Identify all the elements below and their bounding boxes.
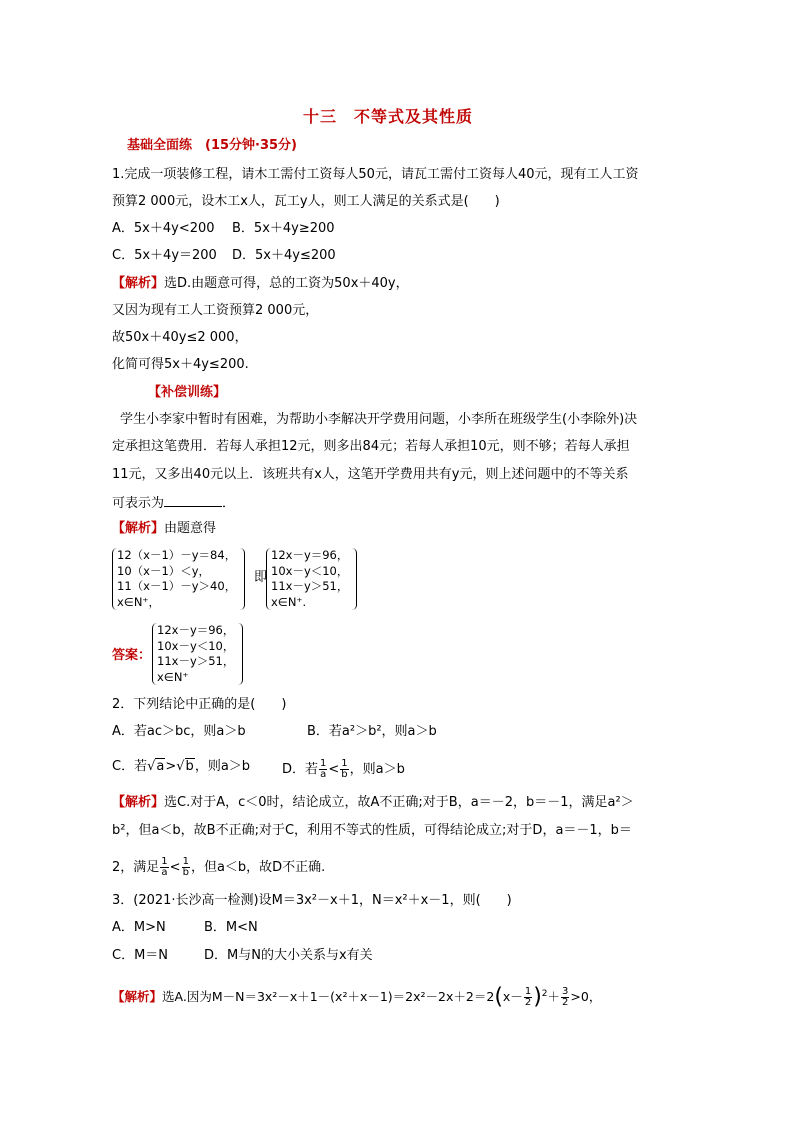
q2-option-d: D．若 $\frac{1}{a}$ < $\frac{1}{b}$ ，则a＞b: [282, 758, 405, 780]
system-row: 10（x－1）＜y，: [117, 563, 211, 578]
system-row: 11x－y＞51，: [157, 654, 235, 668]
fraction: $\frac{1}{a}$: [320, 758, 327, 780]
solution-tag: 【解析】: [112, 521, 165, 536]
q1-solution-line2: 又因为现有工人工资预算2 000元，: [112, 303, 319, 318]
q1-option-a: A．5x＋4y<200: [112, 221, 215, 236]
solution-tag: 【解析】: [112, 989, 163, 1004]
system-row: 10x－y＜10，: [157, 638, 235, 653]
fraction: $\frac{1}{2}$: [524, 986, 532, 1008]
q3-option-a: A．M>N: [112, 920, 166, 935]
q1-stem-line2: 预算2 000元，设木工x人，瓦工y人，则工人满足的关系式是( ): [112, 194, 500, 209]
practice-line1: 学生小李家中暂时有困难，为帮助小李解决开学费用问题，小李所在班级学生(小李除外)决: [120, 412, 638, 427]
solution-tag: 【解析】: [112, 795, 165, 810]
practice-solution-text: 由题意得: [164, 521, 217, 536]
q2-option-b: B．若a²＞b²，则a＞b: [307, 724, 437, 739]
answer-blank: [164, 494, 222, 507]
fraction: $\frac{1}{b}$: [182, 856, 189, 878]
practice-solution-line: [112, 521, 216, 537]
q1-option-c: C．5x＋4y＝200: [112, 248, 217, 263]
q3-solution-line1: 【解析】选A.因为M－N＝3x²－x＋1－(x²＋x－1)＝2x²－2x＋2＝2(x－ $\frac{1}{2}$ )$^2$＋ $\frac{3}{2}$ >0，: [112, 984, 602, 1010]
q2-option-a: A．若ac＞bc，则a＞b: [112, 724, 246, 739]
system-row: x∈N⁺.: [271, 594, 307, 609]
page-title: 十三 不等式及其性质: [303, 107, 474, 126]
q2-stem: 2．下列结论中正确的是( ): [112, 697, 287, 712]
system-row: 12x－y＝96，: [271, 548, 349, 562]
practice-tag: 【补偿训练】: [148, 385, 227, 400]
q1-solution-line3: 故50x＋40y≤2 000，: [112, 330, 248, 345]
practice-line4: [112, 494, 235, 512]
practice-line4-end: ．: [222, 496, 236, 511]
equation-system-answer: [152, 623, 243, 685]
q1-solution-line4: 化简可得5x＋4y≤200.: [112, 357, 249, 372]
q3-option-c: C．M＝N: [112, 948, 169, 963]
q2-solution-line1: 【解析】选C.对于A，c＜0时，结论成立，故A不正确;对于B，a＝－2，b＝－1，满足a²＞: [112, 795, 634, 810]
solution-tag: 【解析】: [112, 276, 165, 291]
q1-stem-line1: 1.完成一项装修工程，请木工需付工资每人50元，请瓦工需付工资每人40元，现有工人工资: [112, 167, 639, 182]
q3-stem: 3．(2021·长沙高一检测)设M＝3x²－x＋1，N＝x²＋x－1，则( ): [112, 893, 512, 908]
system-row: 12（x－1）－y＝84，: [117, 548, 237, 562]
q2-solution-line2: b²，但a＜b，故B不正确;对于C，利用不等式的性质，可得结论成立;对于D，a＝－1，b＝: [112, 823, 632, 838]
equation-system-1: [112, 548, 245, 610]
practice-line2: 定承担这笔费用．若每人承担12元，则多出84元；若每人承担10元，则不够；若每人承担: [112, 439, 630, 454]
system-row: x∈N⁺，: [117, 594, 160, 609]
practice-line4-text: 可表示为: [112, 496, 165, 511]
section-heading: 基础全面练 (15分钟·35分): [127, 138, 298, 153]
system-row: 12x－y＝96，: [157, 623, 235, 637]
q1-option-d: D．5x＋4y≤200: [232, 248, 336, 263]
system-row: 11（x－1）－y＞40，: [117, 579, 237, 593]
equation-system-2: [266, 548, 357, 610]
fraction: $\frac{1}{a}$: [161, 856, 168, 878]
fraction: $\frac{3}{2}$: [562, 986, 569, 1008]
q1-solution-line1: [112, 276, 409, 292]
system-row: 10x－y＜10，: [271, 563, 349, 578]
q2-solution-line3: 2，满足 $\frac{1}{a}$ < $\frac{1}{b}$ ，但a＜b，故D不正确.: [112, 856, 326, 878]
fraction: $\frac{1}{b}$: [341, 758, 348, 780]
q1-option-b: B．5x＋4y≥200: [232, 221, 335, 236]
q3-option-d: D．M与N的大小关系与x有关: [204, 948, 373, 963]
ji-word: 即: [254, 570, 268, 585]
system-row: 11x－y＞51，: [271, 579, 349, 593]
q2-option-c: C．若√a>√b，则a＞b: [112, 759, 251, 774]
answer-tag: 答案：: [112, 648, 152, 663]
system-row: x∈N⁺: [157, 669, 189, 684]
q3-option-b: B．M<N: [204, 920, 258, 935]
practice-line3: 11元，又多出40元以上．该班共有x人，这笔开学费用共有y元，则上述问题中的不等关系: [112, 467, 629, 482]
q1-solution-text: 选D.由题意可得，总的工资为50x＋40y，: [164, 276, 409, 291]
